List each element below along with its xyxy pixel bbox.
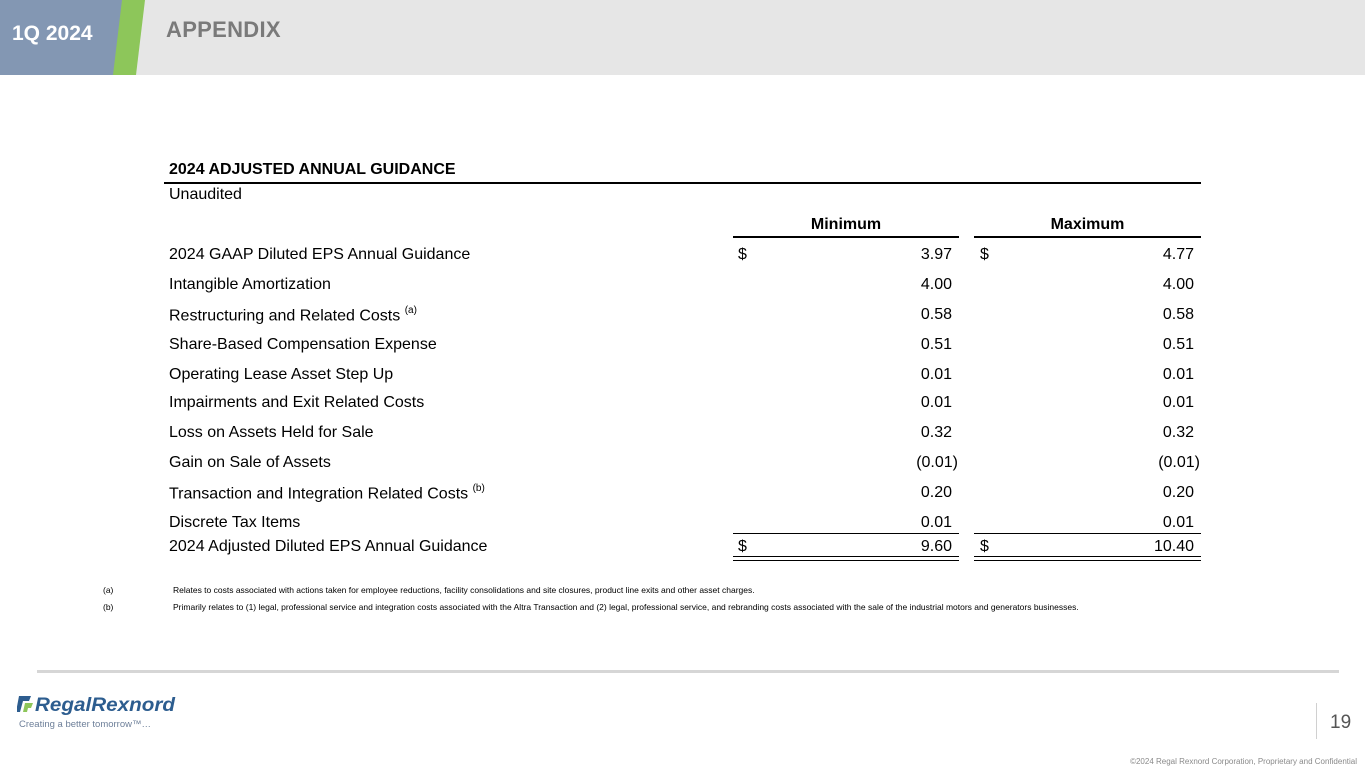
table-row xyxy=(0,336,1365,358)
table-row xyxy=(0,366,1365,388)
value-minimum: 0.32 xyxy=(920,424,952,441)
logo-mark-icon xyxy=(17,696,33,712)
value-minimum: 0.58 xyxy=(920,306,952,323)
footnote-text: Relates to costs associated with actions taken for employee reductions, facility consolidations and site closures, product line exits and other asset charges. xyxy=(173,585,755,595)
table-row xyxy=(0,424,1365,446)
value-maximum: 0.58 xyxy=(1162,306,1194,323)
page-number: 19 xyxy=(1330,712,1352,733)
double-underline xyxy=(733,556,959,561)
total-label: 2024 Adjusted Diluted EPS Annual Guidance xyxy=(169,538,488,555)
page-number-divider xyxy=(1316,703,1317,739)
table-row xyxy=(0,306,1365,328)
tagline: Creating a better tomorrow™… xyxy=(19,719,151,730)
row-label: Discrete Tax Items xyxy=(169,514,301,531)
footnote-text: Primarily relates to (1) legal, professional service and integration costs associated with the Altra Transaction and (2) legal, professional service, and rebranding costs associated with the sale of the industrial motors and generators businesses. xyxy=(173,602,1079,612)
footnote xyxy=(0,602,1365,614)
table-row xyxy=(0,454,1365,476)
footnote xyxy=(0,585,1365,597)
row-label: Loss on Assets Held for Sale xyxy=(169,424,374,441)
value-maximum: 4.77 xyxy=(1162,246,1194,263)
table-row xyxy=(0,276,1365,298)
value-minimum: 0.01 xyxy=(920,514,952,531)
title-rule xyxy=(164,182,1201,184)
currency-symbol: $ xyxy=(738,538,747,555)
table-row xyxy=(0,394,1365,416)
total-maximum: 10.40 xyxy=(1153,538,1194,555)
value-maximum: 0.01 xyxy=(1162,514,1194,531)
double-underline xyxy=(974,556,1201,561)
row-label: Operating Lease Asset Step Up xyxy=(169,366,394,383)
total-minimum: 9.60 xyxy=(920,538,952,555)
column-header-maximum: Maximum xyxy=(974,216,1201,238)
value-maximum: 0.01 xyxy=(1162,394,1194,411)
footnote-ref: (a) xyxy=(404,305,417,316)
row-label: Share-Based Compensation Expense xyxy=(169,336,437,353)
value-maximum: 0.32 xyxy=(1162,424,1194,441)
logo-wordmark: RegalRexnord xyxy=(35,695,176,716)
row-label: 2024 GAAP Diluted EPS Annual Guidance xyxy=(169,246,471,263)
subtotal-rule xyxy=(974,533,1201,534)
value-minimum: (0.01) xyxy=(916,454,958,471)
value-minimum: 0.20 xyxy=(920,484,952,501)
table-row xyxy=(0,246,1365,268)
currency-symbol: $ xyxy=(980,538,989,555)
footer-rule xyxy=(37,670,1339,673)
column-header-minimum: Minimum xyxy=(733,216,959,238)
value-minimum: 3.97 xyxy=(920,246,952,263)
footnote-ref: (b) xyxy=(472,483,485,494)
row-label: Impairments and Exit Related Costs xyxy=(169,394,425,411)
table-subtitle: Unaudited xyxy=(169,186,242,203)
currency-symbol: $ xyxy=(980,246,989,263)
copyright: ©2024 Regal Rexnord Corporation, Proprietary and Confidential xyxy=(1130,757,1357,766)
subtotal-rule xyxy=(733,533,959,534)
footnote-mark: (b) xyxy=(103,602,114,612)
value-maximum: 0.51 xyxy=(1162,336,1194,353)
value-minimum: 0.51 xyxy=(920,336,952,353)
value-minimum: 0.01 xyxy=(920,394,952,411)
quarter-label: 1Q 2024 xyxy=(12,22,93,45)
footnote-mark: (a) xyxy=(103,585,114,595)
value-maximum: 0.20 xyxy=(1162,484,1194,501)
regal-rexnord-logo xyxy=(17,692,182,716)
row-label: Gain on Sale of Assets xyxy=(169,454,331,471)
value-maximum: 4.00 xyxy=(1162,276,1194,293)
section-title: APPENDIX xyxy=(166,17,281,42)
value-minimum: 0.01 xyxy=(920,366,952,383)
row-label: Intangible Amortization xyxy=(169,276,331,293)
value-maximum: (0.01) xyxy=(1158,454,1200,471)
row-label: Restructuring and Related Costs $^{(a)}$ xyxy=(169,305,417,325)
table-row xyxy=(0,484,1365,506)
value-maximum: 0.01 xyxy=(1162,366,1194,383)
value-minimum: 4.00 xyxy=(920,276,952,293)
row-label: Transaction and Integration Related Costs $^{(b)}$ xyxy=(169,483,485,503)
table-title: 2024 ADJUSTED ANNUAL GUIDANCE xyxy=(169,161,456,178)
currency-symbol: $ xyxy=(738,246,747,263)
